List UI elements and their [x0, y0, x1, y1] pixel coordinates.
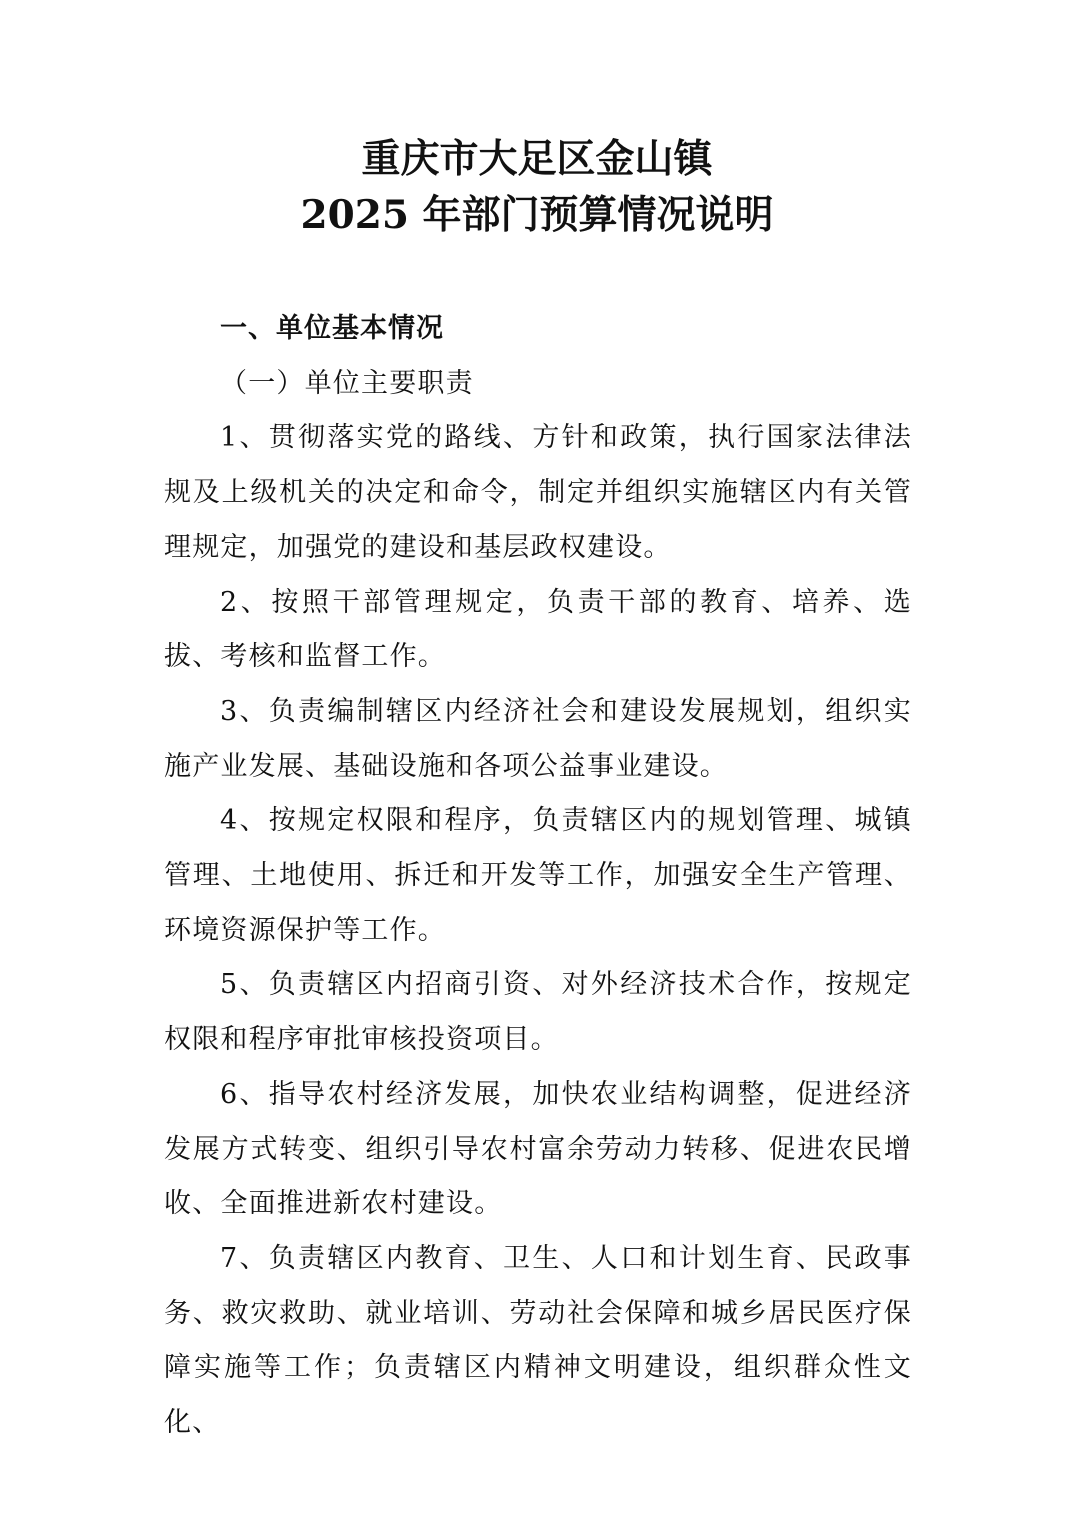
paragraph-duty-6: 6、指导农村经济发展，加快农业结构调整，促进经济发展方式转变、组织引导农村富余劳动力转移、促进农民增收、全面推进新农村建设。 — [164, 1078, 912, 1220]
paragraph-duty-3: 3、负责编制辖区内经济社会和建设发展规划，组织实施产业发展、基础设施和各项公益事业建设。 — [164, 695, 912, 782]
paragraph-duty-1: 1、贯彻落实党的路线、方针和政策，执行国家法律法规及上级机关的决定和命令，制定并组织实施辖区内有关管理规定，加强党的建设和基层政权建设。 — [164, 422, 912, 563]
document-body — [164, 302, 912, 1451]
document-title-line-1: 重庆市大足区金山镇 — [361, 136, 713, 182]
sub-heading: （一）单位主要职责 — [220, 367, 474, 399]
paragraph-duty-2: 2、按照干部管理规定，负责干部的教育、培养、选拔、考核和监督工作。 — [164, 586, 912, 673]
document-title-line-2: 2025 年部门预算情况说明 — [300, 192, 774, 238]
section-heading: 一、单位基本情况 — [220, 313, 444, 344]
paragraph-duty-7: 7、负责辖区内教育、卫生、人口和计划生育、民政事务、救灾救助、就业培训、劳动社会保障和城乡居民医疗保障实施等工作；负责辖区内精神文明建设，组织群众性文化、 — [164, 1242, 912, 1439]
paragraph-duty-4: 4、按规定权限和程序，负责辖区内的规划管理、城镇管理、土地使用、拆迁和开发等工作，加强安全生产管理、环境资源保护等工作。 — [164, 805, 912, 946]
paragraph-duty-5: 5、负责辖区内招商引资、对外经济技术合作，按规定权限和程序审批审核投资项目。 — [164, 969, 912, 1056]
